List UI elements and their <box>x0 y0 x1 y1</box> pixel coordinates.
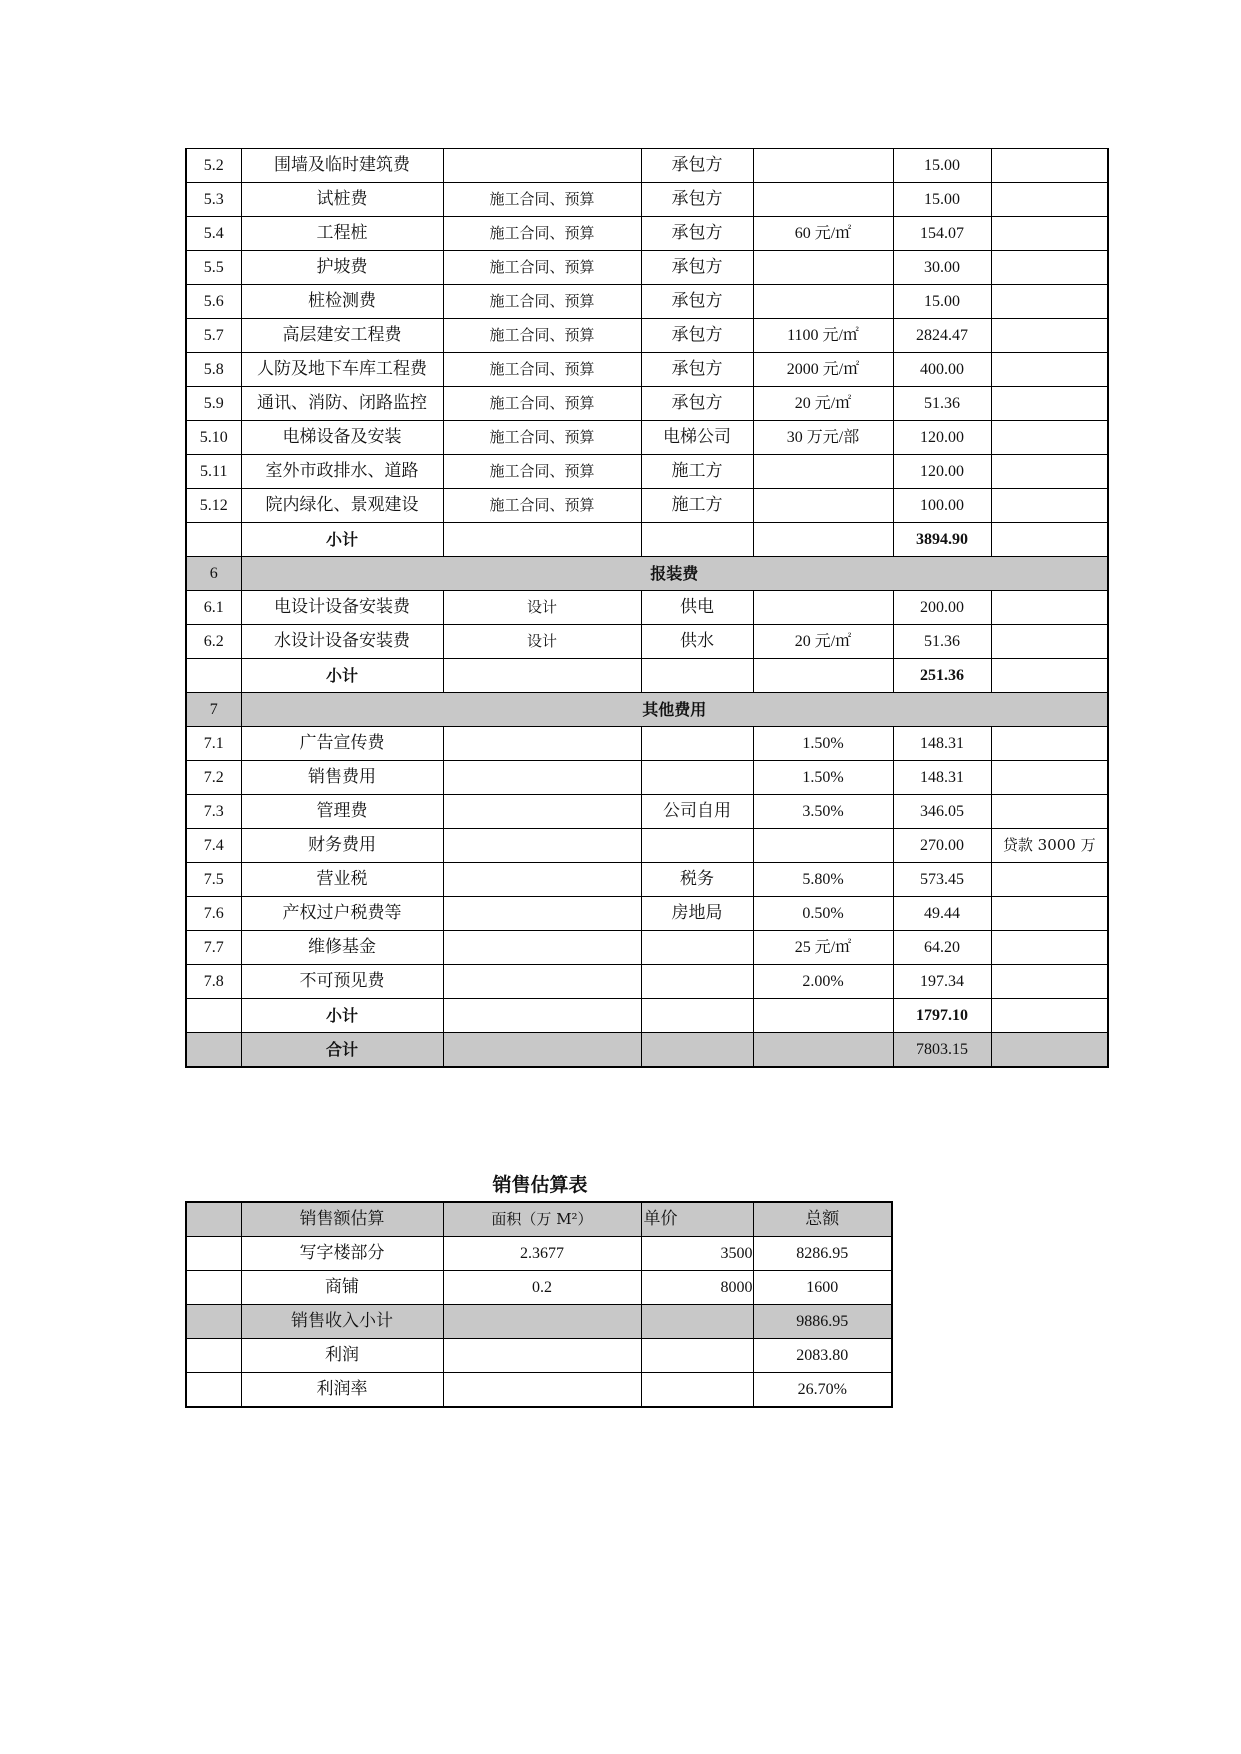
rate-cell: 5.80% <box>753 863 893 897</box>
basis-cell <box>443 1033 641 1068</box>
basis-cell: 施工合同、预算 <box>443 387 641 421</box>
basis-cell <box>443 761 641 795</box>
party-cell: 承包方 <box>641 353 753 387</box>
basis-cell <box>443 829 641 863</box>
item-name-cell: 院内绿化、景观建设 <box>241 489 443 523</box>
rate-cell: 0.50% <box>753 897 893 931</box>
sales-area-cell: 0.2 <box>443 1271 641 1305</box>
table-row <box>186 455 1108 489</box>
item-name-cell: 小计 <box>241 659 443 693</box>
sales-name-cell: 销售收入小计 <box>241 1305 443 1339</box>
sales-header-row <box>186 1202 892 1237</box>
party-cell: 电梯公司 <box>641 421 753 455</box>
amount-cell: 148.31 <box>893 727 991 761</box>
sales-name-cell: 利润率 <box>241 1373 443 1408</box>
item-name-cell: 销售费用 <box>241 761 443 795</box>
note-cell <box>991 455 1108 489</box>
note-cell <box>991 727 1108 761</box>
item-number-cell <box>186 999 241 1033</box>
rate-cell: 20 元/㎡ <box>753 625 893 659</box>
subtotal-row <box>186 999 1108 1033</box>
note-cell <box>991 795 1108 829</box>
table-row <box>186 591 1108 625</box>
table-row <box>186 931 1108 965</box>
sales-price-cell: 3500 <box>641 1237 753 1271</box>
item-name-cell: 不可预见费 <box>241 965 443 999</box>
sales-total-cell: 2083.80 <box>753 1339 892 1373</box>
amount-cell: 3894.90 <box>893 523 991 557</box>
note-cell <box>991 319 1108 353</box>
item-number-cell: 7.8 <box>186 965 241 999</box>
party-cell <box>641 965 753 999</box>
party-cell <box>641 1033 753 1068</box>
item-number-cell <box>186 1033 241 1068</box>
rate-cell <box>753 829 893 863</box>
section-row <box>186 557 1108 591</box>
blank-cell <box>186 1305 241 1339</box>
party-cell: 承包方 <box>641 217 753 251</box>
note-cell <box>991 183 1108 217</box>
sales-total-cell: 8286.95 <box>753 1237 892 1271</box>
sales-name-cell: 商铺 <box>241 1271 443 1305</box>
party-cell: 承包方 <box>641 319 753 353</box>
section-number-cell: 6 <box>186 557 241 591</box>
header-area-cell: 面积（万 M²） <box>443 1202 641 1237</box>
party-cell: 承包方 <box>641 251 753 285</box>
amount-cell: 120.00 <box>893 455 991 489</box>
basis-cell: 施工合同、预算 <box>443 251 641 285</box>
table-row <box>186 795 1108 829</box>
rate-cell: 2.00% <box>753 965 893 999</box>
party-cell <box>641 829 753 863</box>
sales-total-cell: 26.70% <box>753 1373 892 1408</box>
rate-cell <box>753 523 893 557</box>
rate-cell: 25 元/㎡ <box>753 931 893 965</box>
item-number-cell <box>186 659 241 693</box>
party-cell <box>641 727 753 761</box>
basis-cell <box>443 523 641 557</box>
party-cell: 房地局 <box>641 897 753 931</box>
rate-cell <box>753 455 893 489</box>
total-row <box>186 1033 1108 1068</box>
basis-cell <box>443 727 641 761</box>
rate-cell <box>753 489 893 523</box>
party-cell: 施工方 <box>641 455 753 489</box>
note-cell <box>991 999 1108 1033</box>
item-name-cell: 小计 <box>241 523 443 557</box>
item-name-cell: 小计 <box>241 999 443 1033</box>
item-name-cell: 通讯、消防、闭路监控 <box>241 387 443 421</box>
sales-row <box>186 1237 892 1271</box>
party-cell: 公司自用 <box>641 795 753 829</box>
amount-cell: 148.31 <box>893 761 991 795</box>
rate-cell <box>753 999 893 1033</box>
section-row <box>186 693 1108 727</box>
sales-price-cell <box>641 1373 753 1408</box>
table-row <box>186 387 1108 421</box>
item-number-cell: 7.3 <box>186 795 241 829</box>
table-row <box>186 251 1108 285</box>
note-cell <box>991 251 1108 285</box>
sales-name-cell: 写字楼部分 <box>241 1237 443 1271</box>
amount-cell: 346.05 <box>893 795 991 829</box>
amount-cell: 200.00 <box>893 591 991 625</box>
party-cell: 供水 <box>641 625 753 659</box>
header-blank-cell <box>186 1202 241 1237</box>
item-number-cell: 7.5 <box>186 863 241 897</box>
basis-cell: 施工合同、预算 <box>443 217 641 251</box>
table-row <box>186 897 1108 931</box>
item-number-cell: 7.2 <box>186 761 241 795</box>
basis-cell <box>443 659 641 693</box>
table-row <box>186 217 1108 251</box>
note-cell <box>991 659 1108 693</box>
note-cell <box>991 353 1108 387</box>
rate-cell: 3.50% <box>753 795 893 829</box>
item-name-cell: 室外市政排水、道路 <box>241 455 443 489</box>
amount-cell: 400.00 <box>893 353 991 387</box>
item-number-cell: 5.12 <box>186 489 241 523</box>
item-name-cell: 维修基金 <box>241 931 443 965</box>
item-name-cell: 管理费 <box>241 795 443 829</box>
amount-cell: 51.36 <box>893 625 991 659</box>
item-name-cell: 营业税 <box>241 863 443 897</box>
sales-price-cell <box>641 1339 753 1373</box>
table-row <box>186 965 1108 999</box>
table-row <box>186 421 1108 455</box>
item-name-cell: 水设计设备安装费 <box>241 625 443 659</box>
note-cell <box>991 931 1108 965</box>
party-cell: 供电 <box>641 591 753 625</box>
table-row <box>186 285 1108 319</box>
table-row <box>186 829 1108 863</box>
item-name-cell: 合计 <box>241 1033 443 1068</box>
note-cell <box>991 863 1108 897</box>
item-name-cell: 护坡费 <box>241 251 443 285</box>
basis-cell: 设计 <box>443 625 641 659</box>
note-cell <box>991 1033 1108 1068</box>
header-price-cell: 单价 <box>641 1202 753 1237</box>
amount-cell: 573.45 <box>893 863 991 897</box>
item-number-cell: 5.6 <box>186 285 241 319</box>
amount-cell: 154.07 <box>893 217 991 251</box>
rate-cell: 1100 元/㎡ <box>753 319 893 353</box>
item-name-cell: 财务费用 <box>241 829 443 863</box>
rate-cell <box>753 1033 893 1068</box>
amount-cell: 120.00 <box>893 421 991 455</box>
amount-cell: 100.00 <box>893 489 991 523</box>
note-cell <box>991 217 1108 251</box>
amount-cell: 51.36 <box>893 387 991 421</box>
basis-cell: 施工合同、预算 <box>443 183 641 217</box>
basis-cell <box>443 999 641 1033</box>
amount-cell: 2824.47 <box>893 319 991 353</box>
blank-cell <box>186 1271 241 1305</box>
note-cell <box>991 897 1108 931</box>
party-cell <box>641 761 753 795</box>
basis-cell: 施工合同、预算 <box>443 421 641 455</box>
section-number-cell: 7 <box>186 693 241 727</box>
item-number-cell: 6.1 <box>186 591 241 625</box>
sales-table-title: 销售估算表 <box>492 1174 588 1196</box>
amount-cell: 7803.15 <box>893 1033 991 1068</box>
sales-row <box>186 1305 892 1339</box>
basis-cell <box>443 897 641 931</box>
amount-cell: 15.00 <box>893 285 991 319</box>
rate-cell: 20 元/㎡ <box>753 387 893 421</box>
item-number-cell: 6.2 <box>186 625 241 659</box>
item-name-cell: 广告宣传费 <box>241 727 443 761</box>
table-row <box>186 863 1108 897</box>
item-number-cell: 5.2 <box>186 149 241 183</box>
item-name-cell: 产权过户税费等 <box>241 897 443 931</box>
table-row <box>186 625 1108 659</box>
cost-table <box>185 148 1109 1068</box>
item-number-cell: 5.3 <box>186 183 241 217</box>
amount-cell: 49.44 <box>893 897 991 931</box>
subtotal-row <box>186 523 1108 557</box>
party-cell <box>641 523 753 557</box>
amount-cell: 15.00 <box>893 149 991 183</box>
amount-cell: 251.36 <box>893 659 991 693</box>
item-number-cell: 5.8 <box>186 353 241 387</box>
sales-area-cell <box>443 1339 641 1373</box>
rate-cell <box>753 183 893 217</box>
table-row <box>186 489 1108 523</box>
item-name-cell: 工程桩 <box>241 217 443 251</box>
item-number-cell: 5.7 <box>186 319 241 353</box>
basis-cell: 施工合同、预算 <box>443 319 641 353</box>
header-name-cell: 销售额估算 <box>241 1202 443 1237</box>
item-name-cell: 围墙及临时建筑费 <box>241 149 443 183</box>
item-number-cell: 5.4 <box>186 217 241 251</box>
party-cell: 承包方 <box>641 387 753 421</box>
rate-cell: 60 元/㎡ <box>753 217 893 251</box>
sales-table <box>185 1201 893 1408</box>
note-cell <box>991 965 1108 999</box>
item-name-cell: 人防及地下车库工程费 <box>241 353 443 387</box>
table-row <box>186 319 1108 353</box>
blank-cell <box>186 1373 241 1408</box>
item-number-cell: 7.6 <box>186 897 241 931</box>
header-total-cell: 总额 <box>753 1202 892 1237</box>
blank-cell <box>186 1237 241 1271</box>
rate-cell <box>753 149 893 183</box>
rate-cell <box>753 659 893 693</box>
table-row <box>186 353 1108 387</box>
basis-cell <box>443 863 641 897</box>
cost-table-body <box>186 149 1108 1068</box>
note-cell: 贷款 3000 万 <box>991 829 1108 863</box>
table-row <box>186 761 1108 795</box>
rate-cell <box>753 591 893 625</box>
table-row <box>186 183 1108 217</box>
table-row <box>186 727 1108 761</box>
amount-cell: 15.00 <box>893 183 991 217</box>
basis-cell <box>443 931 641 965</box>
item-number-cell: 5.9 <box>186 387 241 421</box>
rate-cell <box>753 285 893 319</box>
item-name-cell: 电设计设备安装费 <box>241 591 443 625</box>
note-cell <box>991 591 1108 625</box>
sales-row <box>186 1339 892 1373</box>
note-cell <box>991 285 1108 319</box>
basis-cell <box>443 149 641 183</box>
amount-cell: 64.20 <box>893 931 991 965</box>
note-cell <box>991 421 1108 455</box>
sales-price-cell <box>641 1305 753 1339</box>
sales-row <box>186 1271 892 1305</box>
amount-cell: 30.00 <box>893 251 991 285</box>
sales-price-cell: 8000 <box>641 1271 753 1305</box>
blank-cell <box>186 1339 241 1373</box>
item-number-cell: 7.7 <box>186 931 241 965</box>
party-cell <box>641 659 753 693</box>
item-number-cell: 7.4 <box>186 829 241 863</box>
item-number-cell: 5.5 <box>186 251 241 285</box>
note-cell <box>991 387 1108 421</box>
rate-cell <box>753 251 893 285</box>
item-number-cell: 5.10 <box>186 421 241 455</box>
basis-cell: 施工合同、预算 <box>443 353 641 387</box>
basis-cell: 施工合同、预算 <box>443 285 641 319</box>
amount-cell: 270.00 <box>893 829 991 863</box>
item-number-cell: 5.11 <box>186 455 241 489</box>
note-cell <box>991 489 1108 523</box>
section-title-cell: 其他费用 <box>241 693 1108 727</box>
section-title-cell: 报装费 <box>241 557 1108 591</box>
party-cell: 承包方 <box>641 183 753 217</box>
sales-area-cell <box>443 1373 641 1408</box>
sales-area-cell: 2.3677 <box>443 1237 641 1271</box>
rate-cell: 2000 元/㎡ <box>753 353 893 387</box>
basis-cell: 施工合同、预算 <box>443 489 641 523</box>
rate-cell: 1.50% <box>753 761 893 795</box>
basis-cell <box>443 795 641 829</box>
item-name-cell: 电梯设备及安装 <box>241 421 443 455</box>
party-cell: 承包方 <box>641 285 753 319</box>
table-row <box>186 149 1108 183</box>
note-cell <box>991 625 1108 659</box>
basis-cell <box>443 965 641 999</box>
rate-cell: 30 万元/部 <box>753 421 893 455</box>
sales-name-cell: 利润 <box>241 1339 443 1373</box>
note-cell <box>991 149 1108 183</box>
note-cell <box>991 761 1108 795</box>
item-number-cell <box>186 523 241 557</box>
sales-area-cell <box>443 1305 641 1339</box>
item-name-cell: 高层建安工程费 <box>241 319 443 353</box>
note-cell <box>991 523 1108 557</box>
item-name-cell: 试桩费 <box>241 183 443 217</box>
item-name-cell: 桩检测费 <box>241 285 443 319</box>
party-cell: 税务 <box>641 863 753 897</box>
item-number-cell: 7.1 <box>186 727 241 761</box>
party-cell <box>641 999 753 1033</box>
party-cell: 承包方 <box>641 149 753 183</box>
basis-cell: 施工合同、预算 <box>443 455 641 489</box>
sales-total-cell: 9886.95 <box>753 1305 892 1339</box>
subtotal-row <box>186 659 1108 693</box>
amount-cell: 1797.10 <box>893 999 991 1033</box>
sales-total-cell: 1600 <box>753 1271 892 1305</box>
basis-cell: 设计 <box>443 591 641 625</box>
sales-row <box>186 1373 892 1408</box>
party-cell <box>641 931 753 965</box>
party-cell: 施工方 <box>641 489 753 523</box>
sales-table-body <box>186 1237 892 1408</box>
amount-cell: 197.34 <box>893 965 991 999</box>
rate-cell: 1.50% <box>753 727 893 761</box>
